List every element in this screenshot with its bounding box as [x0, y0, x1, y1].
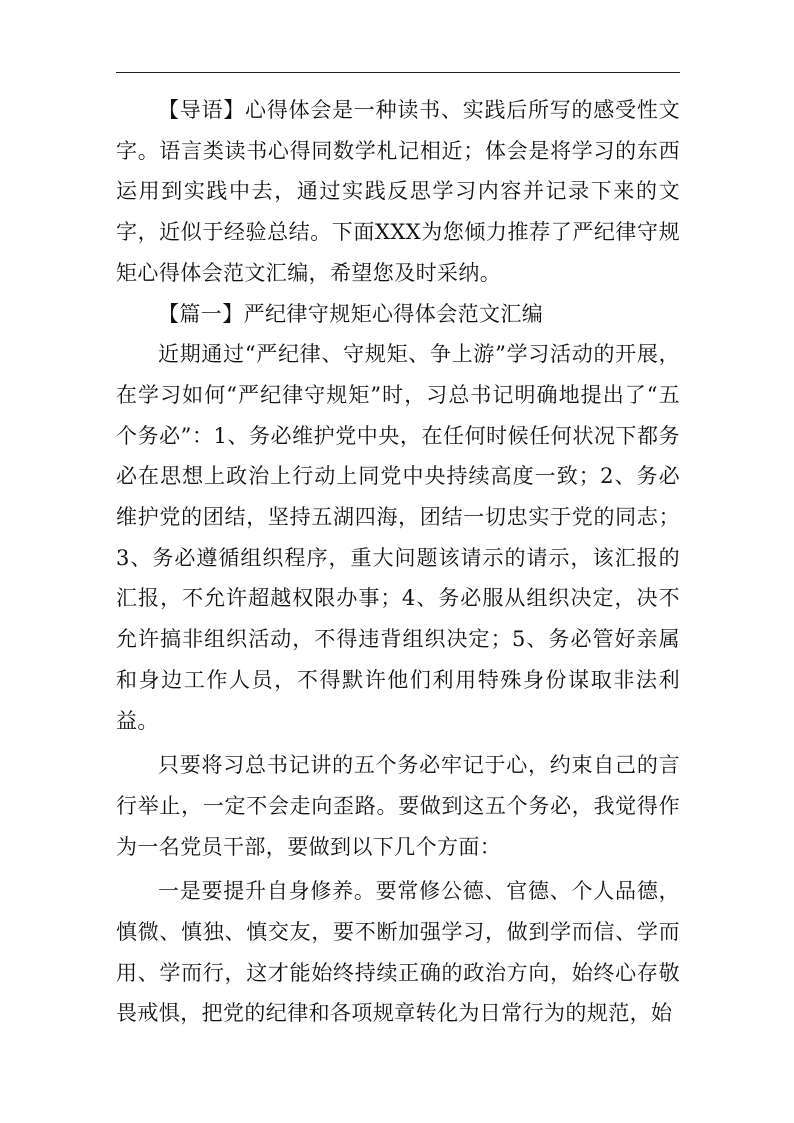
body-paragraph: 近期通过“严纪律、守规矩、争上游”学习活动的开展，在学习如何“严纪律守规矩”时，习总书记明确地提出了“五个务必”：1、务必维护党中央，在任何时候任何状况下都务必在思想上政治上行动上同党中央持续高度一致；2、务必维护党的团结，坚持五湖四海，团结一切忠实于党的同志； 3、务必遵循组织程序，重大问题该请示的请示，该汇报的汇报，不允许超越权限办事；4、务必服从组织决定，决不允许搞非组织活动，不得违背组织决定；5、务必管好亲属和身边工作人员，不得默许他们利用特殊身份谋取非法利益。 [116, 342, 680, 733]
body-paragraph: 只要将习总书记讲的五个务必牢记于心，约束自己的言行举止，一定不会走向歪路。要做到这五个务必，我觉得作为一名党员干部，要做到以下几个方面： [116, 753, 680, 859]
document-body [116, 90, 680, 1034]
intro-paragraph: 【导语】心得体会是一种读书、实践后所写的感受性文字。语言类读书心得同数学札记相近；体会是将学习的东西运用到实践中去，通过实践反思学习内容并记录下来的文字，近似于经验总结。下面XXX为您倾力推荐了严纪律守规矩心得体会范文汇编，希望您及时采纳。 [116, 98, 680, 285]
body-paragraph: 一是要提升自身修养。要常修公德、官德、个人品德，慎微、慎独、慎交友，要不断加强学习，做到学而信、学而用、学而行，这才能始终持续正确的政治方向，始终心存敬畏戒惧，把党的纪律和各项规章转化为日常行为的规范，始 [116, 879, 680, 1026]
header-rule [116, 72, 680, 73]
section-heading: 【篇一】严纪律守规矩心得体会范文汇编 [158, 301, 544, 326]
